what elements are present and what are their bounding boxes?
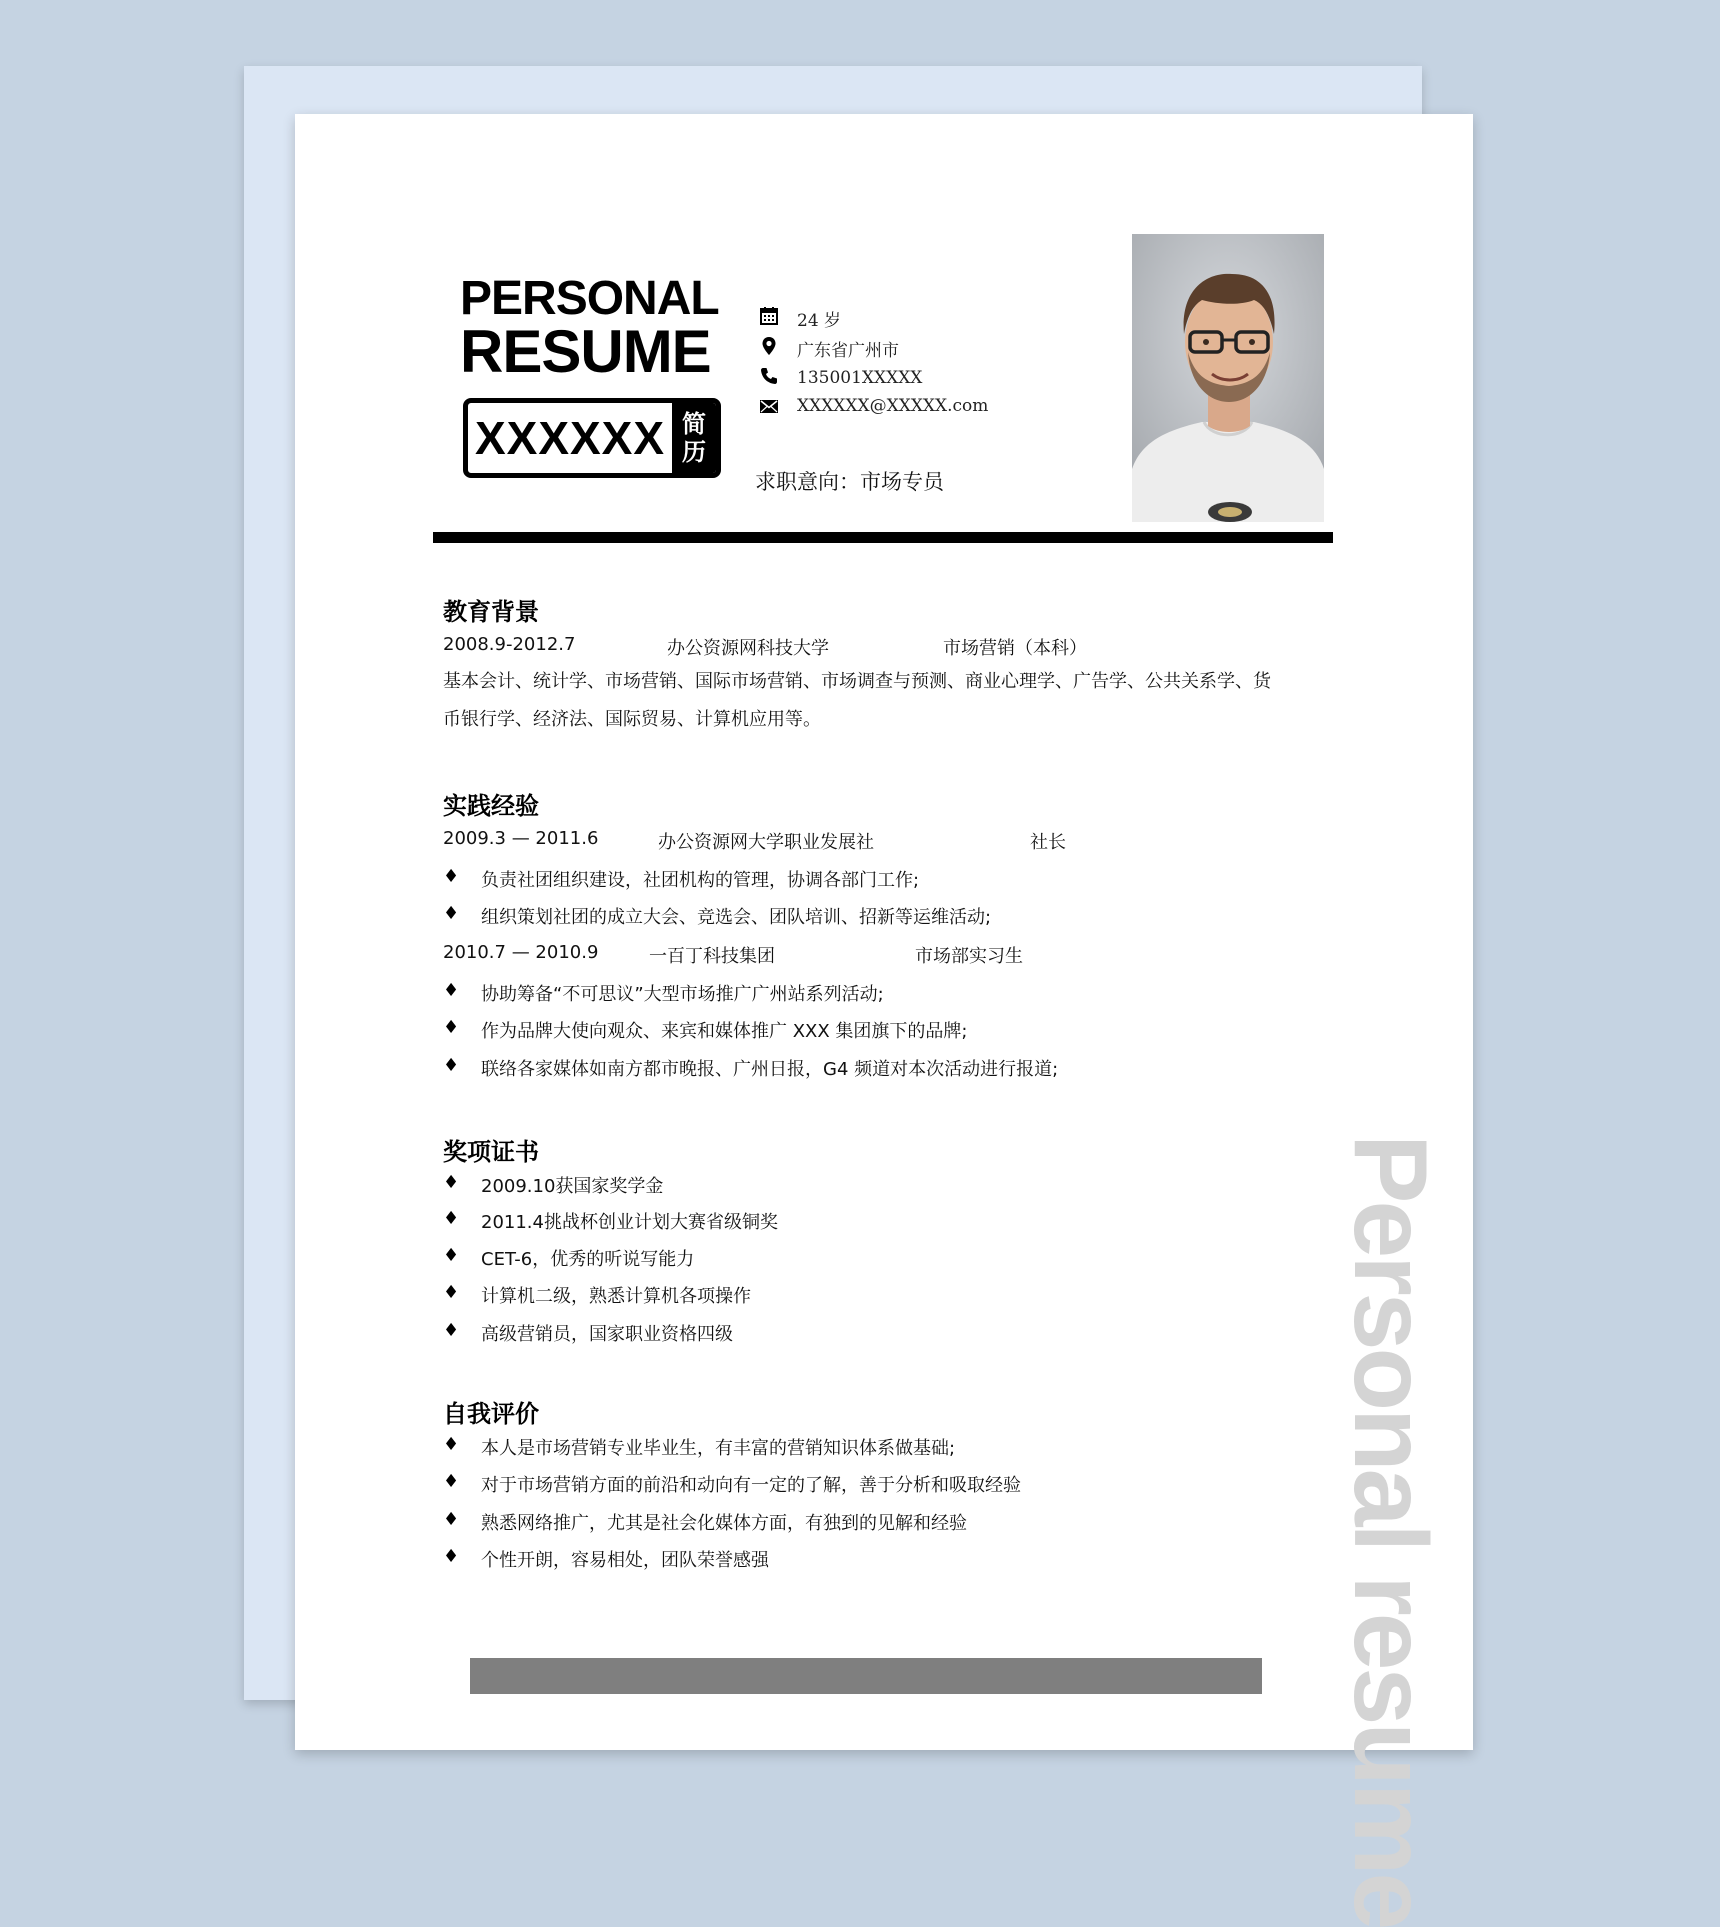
job-org: 办公资源网大学职业发展社 (658, 832, 874, 853)
location-text: 广东省广州市 (797, 341, 899, 361)
education-courses (443, 663, 1333, 739)
award-item: 2011.4挑战杯创业计划大赛省级铜奖 (481, 1212, 778, 1233)
bullet-diamond-icon: ♦ (443, 1546, 460, 1567)
job-duty: 协助筹备“不可思议”大型市场推广广州站系列活动; (481, 984, 884, 1005)
bullet-diamond-icon: ♦ (443, 1471, 460, 1492)
resume-tag-char-2: 历 (682, 438, 706, 466)
job-period: 2010.7 — 2010.9 (443, 942, 599, 963)
section-title-practice: 实践经验 (443, 792, 539, 820)
self-eval-item: 本人是市场营销专业毕业生，有丰富的营销知识体系做基础; (481, 1438, 956, 1459)
list-item (443, 1172, 1043, 1196)
list-item (443, 903, 1143, 927)
job-role: 市场部实习生 (915, 946, 1023, 967)
name-box (463, 398, 721, 478)
section-title-self-evaluation: 自我评价 (443, 1400, 539, 1428)
age-text: 24 岁 (797, 311, 842, 331)
location-pin-icon (759, 336, 779, 356)
list-item (443, 1434, 1143, 1458)
contact-phone (759, 364, 979, 390)
bullet-diamond-icon: ♦ (443, 1245, 460, 1266)
list-item (443, 866, 1143, 890)
list-item (443, 1320, 1043, 1344)
phone-icon (759, 366, 779, 386)
resume-tag (672, 403, 716, 473)
bullet-diamond-icon: ♦ (443, 1282, 460, 1303)
header-divider (433, 532, 1333, 543)
candidate-name: XXXXXX (474, 412, 666, 464)
bullet-diamond-icon: ♦ (443, 1017, 460, 1038)
bullet-diamond-icon: ♦ (443, 980, 460, 1001)
profile-photo-image (1132, 234, 1324, 522)
list-item (443, 1208, 1043, 1232)
job-org: 一百丁科技集团 (649, 946, 775, 967)
calendar-icon (759, 306, 779, 326)
contact-email (759, 394, 989, 420)
job-duty: 作为品牌大使向观众、来宾和媒体推广 XXX 集团旗下的品牌; (481, 1021, 968, 1042)
education-major: 市场营销（本科） (943, 638, 1087, 659)
self-eval-item: 对于市场营销方面的前沿和动向有一定的了解，善于分析和吸取经验 (481, 1475, 1021, 1496)
bullet-diamond-icon: ♦ (443, 903, 460, 924)
bullet-diamond-icon: ♦ (443, 1172, 460, 1193)
job-duty: 负责社团组织建设，社团机构的管理，协调各部门工作; (481, 870, 920, 891)
contact-location (759, 334, 979, 360)
courses-line-1: 基本会计、统计学、市场营销、国际市场营销、市场调查与预测、商业心理学、广告学、公共关系学、货 (443, 671, 1271, 692)
bullet-diamond-icon: ♦ (443, 1434, 460, 1455)
job-duty: 联络各家媒体如南方都市晚报、广州日报，G4 频道对本次活动进行报道; (481, 1059, 1059, 1080)
award-item: 2009.10获国家奖学金 (481, 1176, 664, 1197)
contact-age (759, 304, 979, 330)
education-school: 办公资源网科技大学 (667, 638, 829, 659)
resume-tag-char-1: 简 (682, 410, 706, 438)
award-item: 高级营销员，国家职业资格四级 (481, 1324, 733, 1345)
job-objective: 求职意向：市场专员 (755, 470, 944, 494)
job-role: 社长 (1030, 832, 1066, 853)
bullet-diamond-icon: ♦ (443, 1509, 460, 1530)
bullet-diamond-icon: ♦ (443, 1320, 460, 1341)
footer-bar (470, 1658, 1262, 1694)
section-title-awards: 奖项证书 (443, 1138, 539, 1166)
title-line-personal: PERSONAL (460, 272, 719, 325)
job-row (443, 828, 1143, 852)
award-item: 计算机二级，熟悉计算机各项操作 (481, 1286, 751, 1307)
resume-title (460, 272, 719, 385)
envelope-icon (759, 396, 779, 416)
vertical-watermark: Personal resume (1332, 1134, 1448, 1927)
education-row (443, 634, 1143, 658)
list-item (443, 1017, 1143, 1041)
phone-text: 135001XXXXX (797, 368, 923, 388)
job-duty: 组织策划社团的成立大会、竞选会、团队培训、招新等运维活动; (481, 907, 992, 928)
education-period: 2008.9-2012.7 (443, 634, 576, 655)
courses-line-2: 币银行学、经济法、国际贸易、计算机应用等。 (443, 709, 821, 730)
job-period: 2009.3 — 2011.6 (443, 828, 599, 849)
list-item (443, 1282, 1043, 1306)
section-title-education: 教育背景 (443, 598, 539, 626)
list-item (443, 1245, 1043, 1269)
bullet-diamond-icon: ♦ (443, 1055, 460, 1076)
self-eval-item: 熟悉网络推广，尤其是社会化媒体方面，有独到的见解和经验 (481, 1513, 967, 1534)
title-line-resume: RESUME (460, 318, 711, 385)
list-item (443, 1546, 1143, 1570)
job-row (443, 942, 1143, 966)
list-item (443, 1509, 1143, 1533)
list-item (443, 1055, 1203, 1079)
list-item (443, 980, 1143, 1004)
bullet-diamond-icon: ♦ (443, 866, 460, 887)
email-text: XXXXXX@XXXXX.com (797, 396, 989, 416)
resume-page (295, 114, 1473, 1927)
award-item: CET-6，优秀的听说写能力 (481, 1249, 695, 1270)
profile-photo (1132, 234, 1324, 522)
self-eval-item: 个性开朗，容易相处，团队荣誉感强 (481, 1550, 769, 1571)
bullet-diamond-icon: ♦ (443, 1208, 460, 1229)
list-item (443, 1471, 1143, 1495)
